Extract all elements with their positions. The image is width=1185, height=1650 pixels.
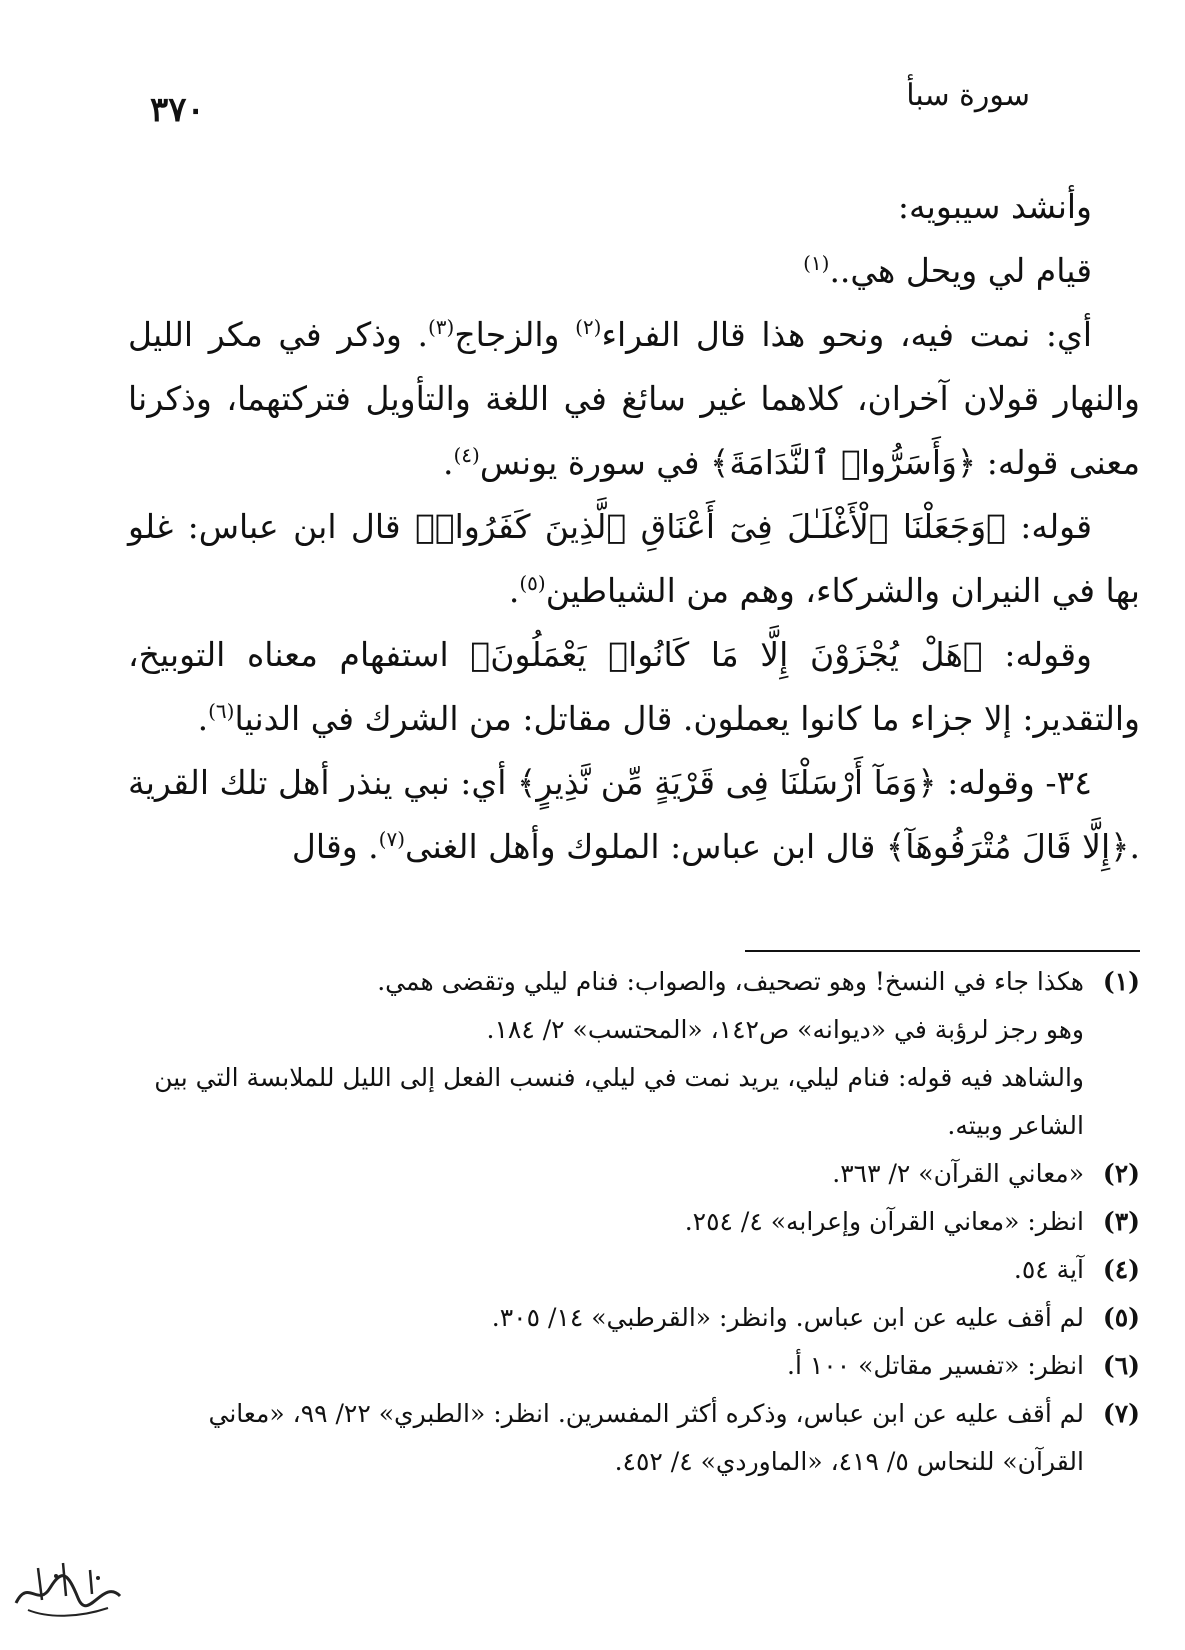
footnote-divider [745,950,1140,952]
footnote-item [120,1342,1140,1390]
text-span: أي: نبي ينذر أهل تلك القرية . [128,763,1140,866]
paragraph [128,623,1140,751]
footnote-line: هكذا جاء في النسخ! وهو تصحيف، والصواب: فنام ليلي وتقضى همي. [377,967,1084,996]
footnote-item [120,958,1140,1150]
footnote-item [120,1390,1140,1486]
text-span: . [442,443,454,482]
text-span: . [197,699,209,738]
footnote-body [120,1150,1084,1198]
footnote-number: (٤) [1102,1255,1140,1284]
text-span: قيام لي ويحل هي.. [829,251,1092,290]
footnote-ref[interactable]: (٦) [208,699,235,723]
quran-quote: ﴿هَلْ يُجْزَوْنَ إِلَّا مَا كَانُوا۟ يَعْمَلُونَ﴾ [470,635,983,674]
footnote-ref[interactable]: (٢) [575,315,602,339]
text-span: ٣٤- وقوله: [936,763,1092,802]
footnote-line: «معاني القرآن» ٢/ ٣٦٣. [832,1159,1084,1188]
footnote-number: (٦) [1102,1351,1140,1380]
footnote-line: انظر: «معاني القرآن وإعرابه» ٤/ ٢٥٤. [684,1207,1084,1236]
footnote-ref[interactable]: (١) [803,251,830,275]
text-span: . وذكر في مكر الليل والنهار قولان آخران، كلاهما غير سائغ في اللغة والتأويل فتركتهما، وذكرنا معنى قوله: [128,315,1140,482]
quran-quote: ﴿وَمَآ أَرْسَلْنَا فِى قَرْيَةٍ مِّن نَّذِيرٍ﴾ [517,763,937,802]
footnote-item [120,1246,1140,1294]
text-span: وقوله: [982,635,1092,674]
logo-calligraphy-icon [8,1548,128,1628]
footnote-number: (٧) [1102,1399,1140,1428]
paragraph-intro [128,175,1140,239]
footnote-ref[interactable]: (٤) [453,443,480,467]
text-span: في سورة يونس [479,443,711,482]
text-span: استفهام معناه التوبيخ، والتقدير: إلا جزاء ما كانوا يعملون. قال مقاتل: من الشرك في الدنيا [128,635,1140,738]
text-span: قال ابن عباس: غلو بها في النيران والشركاء، وهم من الشياطين [128,507,1140,610]
footnote-line: انظر: «تفسير مقاتل» ١٠٠ أ. [787,1351,1084,1380]
footnote-ref[interactable]: (٥) [519,571,546,595]
footnote-item [120,1198,1140,1246]
footnote-body [120,1342,1084,1390]
footnote-body [120,1198,1084,1246]
quran-quote: ﴿وَجَعَلْنَا ٱلْأَغْلَـٰلَ فِىٓ أَعْنَاقِ ٱلَّذِينَ كَفَرُوا۟﴾ [415,507,1006,546]
almeshkat-logo-icon [8,1548,128,1628]
paragraph [128,495,1140,623]
running-title: سورة سبأ [906,78,1030,113]
page-header [150,72,1030,132]
footnote-number: (٥) [1102,1303,1140,1332]
text-span: . [508,571,520,610]
footnote-line: لم أقف عليه عن ابن عباس. وانظر: «القرطبي» ١٤/ ٣٠٥. [491,1303,1084,1332]
footnote-ref[interactable]: (٧) [378,827,406,851]
quran-quote: ﴿إِلَّا قَالَ مُتْرَفُوهَآ﴾ [885,827,1130,866]
footnote-number: (٣) [1102,1207,1140,1236]
footnote-line: آية ٥٤. [1013,1255,1084,1284]
paragraph [128,303,1140,495]
footnote-body [120,958,1084,1150]
text-span: والزجاج [454,315,576,354]
paragraph [128,751,1140,879]
quran-quote: ﴿وَأَسَرُّوا۟ ٱلنَّدَامَةَ﴾ [710,443,977,482]
main-text [128,175,1140,879]
text-span: قال ابن عباس: الملوك وأهل الغنى [405,827,886,866]
page-number: ٣٧٠ [150,90,205,130]
footnote-number: (٢) [1102,1159,1140,1188]
footnotes [120,958,1140,1486]
footnote-number: (١) [1102,967,1140,996]
footnote-line: لم أقف عليه عن ابن عباس، وذكره أكثر المفسرين. انظر: «الطبري» ٢٢/ ٩٩، «معاني القرآن» للنحاس ٥/ ٤١٩، «الماوردي» ٤/ ٤٥٢. [208,1399,1084,1476]
footnote-line: وهو رجز لرؤبة في «ديوانه» ص١٤٢، «المحتسب» ٢/ ١٨٤. [486,1015,1084,1044]
text-span: . وقال [291,827,379,866]
footnote-body [120,1294,1084,1342]
text-span: قوله: [1005,507,1092,546]
footnote-item [120,1294,1140,1342]
footnote-item [120,1150,1140,1198]
text-span: أي: نمت فيه، ونحو هذا قال الفراء [601,315,1092,354]
footnote-line: والشاهد فيه قوله: فنام ليلي، يريد نمت في ليلي، فنسب الفعل إلى الليل للملابسة التي بين الشاعر وبيته. [154,1063,1084,1140]
footnote-body [120,1246,1084,1294]
text-span: وأنشد سيبويه: [897,187,1092,226]
footnote-body [120,1390,1084,1486]
footnote-ref[interactable]: (٣) [427,315,455,339]
verse-quote [128,239,1140,303]
